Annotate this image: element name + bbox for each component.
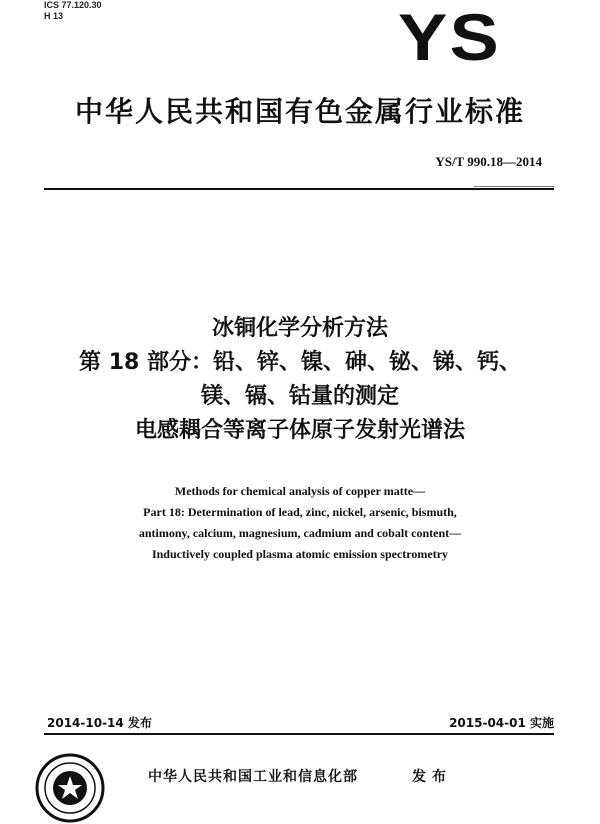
english-title [0, 481, 600, 565]
chinese-title-line: 冰铜化学分析方法 [211, 316, 388, 341]
classification-codes [44, 0, 102, 22]
chinese-title-line: 第 18 部分：铅、锌、镍、砷、铋、锑、钙、 [79, 350, 521, 375]
publish-date: 2014-10-14 发布 [47, 716, 152, 730]
standard-type-title: 中华人民共和国有色金属行业标准 [74, 95, 525, 128]
english-title-line: Part 18: Determination of lead, zinc, nickel, arsenic, bismuth, [143, 505, 457, 519]
implement-date: 2015-04-01 实施 [449, 716, 554, 730]
english-title-line: antimony, calcium, magnesium, cadmium and cobalt content— [138, 526, 462, 540]
ys-logo: YS [398, 0, 502, 74]
standard-number: YS/T 990.18—2014 [435, 154, 542, 169]
chinese-title-line: 电感耦合等离子体原子发射光谱法 [134, 418, 465, 443]
english-title-line: Inductively coupled plasma atomic emission spectrometry [151, 547, 449, 561]
issuing-authority: 中华人民共和国工业和信息化部 [148, 769, 358, 785]
ics-code: ICS 77.120.30 [44, 0, 102, 10]
ccs-code: H 13 [44, 11, 64, 21]
english-title-line: Methods for chemical analysis of copper matte— [174, 484, 426, 498]
header-rule [44, 188, 554, 190]
header-rule-accent [474, 186, 554, 187]
chinese-title-line: 镁、镉、钴量的测定 [200, 384, 399, 409]
footer-rule [44, 733, 554, 735]
issue-label: 发布 [412, 769, 452, 785]
ministry-seal-icon [34, 752, 106, 824]
chinese-title [0, 312, 600, 448]
